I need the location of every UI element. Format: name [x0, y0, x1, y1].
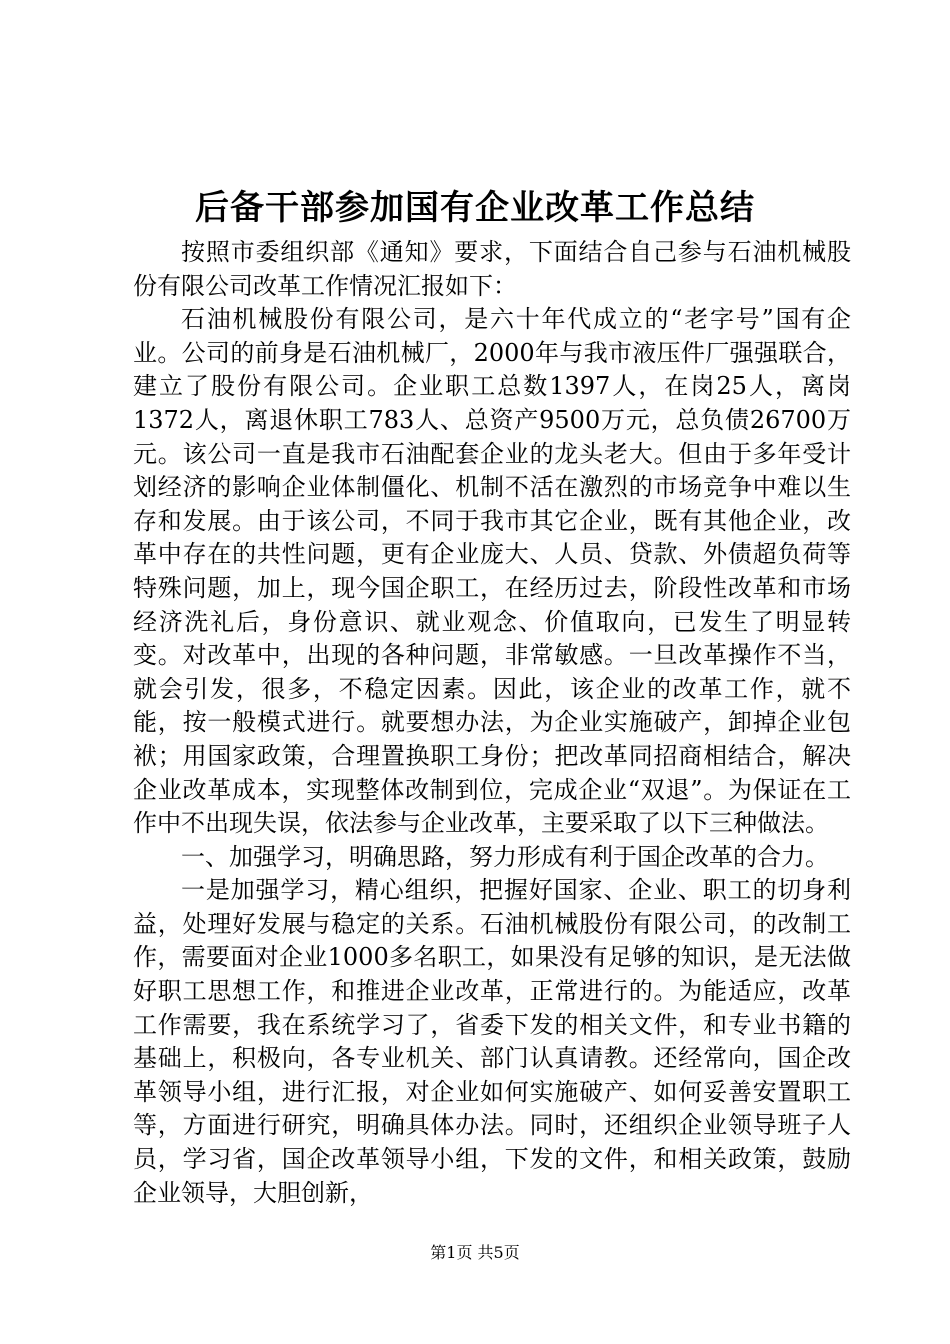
document-title: 后备干部参加国有企业改革工作总结 [195, 188, 755, 228]
paragraph-study-details: 一是加强学习，精心组织，把握好国家、企业、职工的切身利益，处理好发展与稳定的关系。石油机械股份有限公司，的改制工作，需要面对企业1000多名职工，如果没有足够的知识，是无法做好职工思想工作，和推进企业改革，正常进行的。为能适应，改革工作需要，我在系统学习了，省委下发的相关文件，和专业书籍的基础上，积极向，各专业机关、部门认真请教。还经常向，国企改革领导小组，进行汇报，对企业如何实施破产、如何妥善安置职工等，方面进行研究，明确具体办法。同时，还组织企业领导班子人员，学习省，国企改革领导小组，下发的文件，和相关政策，鼓励企业领导，大胆创新， [133, 876, 851, 1207]
page-footer: 第1页 共5页 [430, 1243, 520, 1262]
document-body [133, 236, 851, 1210]
paragraph-company-background: 石油机械股份有限公司，是六十年代成立的“老字号”国有企业。公司的前身是石油机械厂，2000年与我市液压件厂强强联合，建立了股份有限公司。企业职工总数1397人，在岗25人，离岗1372人，离退休职工783人、总资产9500万元，总负债26700万元。该公司一直是我市石油配套企业的龙头老大。但由于多年受计划经济的影响企业体制僵化、机制不活在激烈的市场竞争中难以生存和发展。由于该公司，不同于我市其它企业，既有其他企业，改革中存在的共性问题，更有企业庞大、人员、贷款、外债超负荷等特殊问题，加上，现今国企职工，在经历过去，阶段性改革和市场经济洗礼后，身份意识、就业观念、价值取向，已发生了明显转变。对改革中，出现的各种问题，非常敏感。一旦改革操作不当，就会引发，很多，不稳定因素。因此，该企业的改革工作，就不能，按一般模式进行。就要想办法，为企业实施破产，卸掉企业包袱；用国家政策，合理置换职工身份；把改革同招商相结合，解决企业改革成本，实现整体改制到位，完成企业“双退”。为保证在工作中不出现失误，依法参与企业改革，主要采取了以下三种做法。 [133, 305, 851, 838]
paragraph-intro: 按照市委组织部《通知》要求，下面结合自己参与石油机械股份有限公司改革工作情况汇报如下： [133, 238, 851, 300]
paragraph-section-heading-1: 一、加强学习，明确思路，努力形成有利于国企改革的合力。 [181, 842, 829, 871]
